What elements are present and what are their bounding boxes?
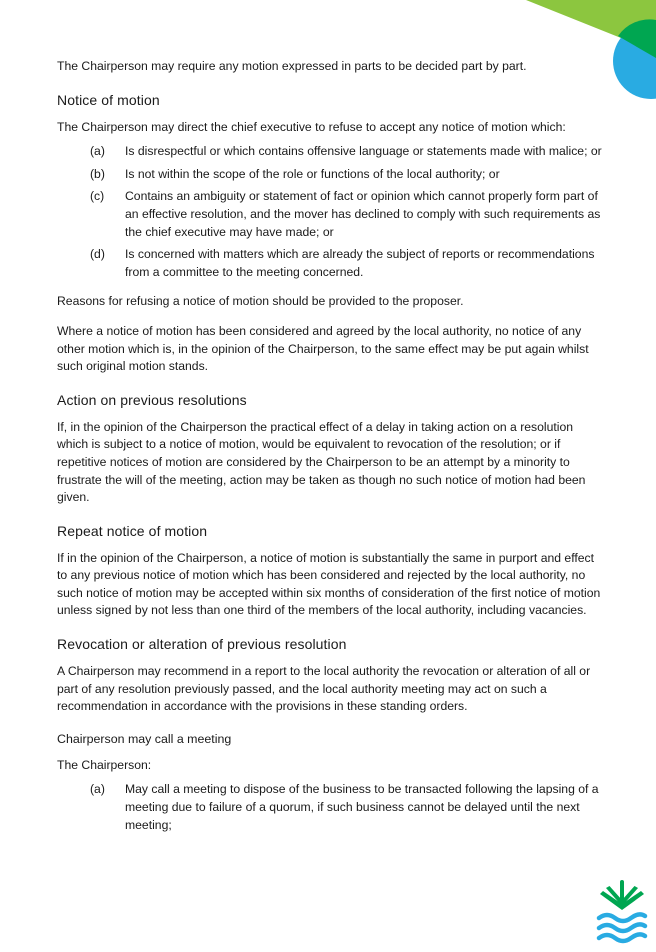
list-item-text: Is not within the scope of the role or functions of the local authority; or xyxy=(125,166,500,181)
list-item-text: Is concerned with matters which are already the subject of reports or recommendations from a committee to the meeting concerned. xyxy=(125,247,595,279)
list-marker: (a) xyxy=(90,782,105,797)
list-marker: (b) xyxy=(90,166,105,181)
list-marker: (d) xyxy=(90,247,105,262)
intro-paragraph: The Chairperson may require any motion expressed in parts to be decided part by part. xyxy=(57,59,527,73)
list-item-text: May call a meeting to dispose of the business to be transacted following the lapsing of a meeting due to failure of a quorum, if such business cannot be delayed until the next meeting; xyxy=(125,782,599,832)
heading-revocation-or-alteration: Revocation or alteration of previous resolution xyxy=(57,636,347,653)
list-item xyxy=(57,188,602,241)
call-powers-list xyxy=(57,781,602,834)
list-item xyxy=(57,143,602,161)
heading-notice-of-motion: Notice of motion xyxy=(57,91,160,108)
heading-action-on-previous-resolutions: Action on previous resolutions xyxy=(57,391,247,408)
list-item-text: Contains an ambiguity or statement of fact or opinion which cannot properly form part of an effective resolution, and the mover has declined to comply with such requirements as the chief executive may have made; or xyxy=(125,189,601,239)
list-marker: (a) xyxy=(90,144,105,159)
list-item-text: Is disrespectful or which contains offensive language or statements made with malice; or xyxy=(125,144,602,159)
revocation-paragraph: A Chairperson may recommend in a report to the local authority the revocation or alteration of all or part of any resolution previously passed, and the local authority meeting may act on such a recommendation in accordance with the provisions in these standing orders. xyxy=(57,664,591,714)
document-page xyxy=(57,58,602,839)
list-item xyxy=(57,246,602,281)
list-item xyxy=(57,781,602,834)
repeat-paragraph: If in the opinion of the Chairperson, a notice of motion is substantially the same in purport and effect to any previous notice of motion which has been considered and rejected by the local authority, no such notice of motion may be accepted within six months of consideration of the first notice of motion unless signed by not less than one third of the members of the local authority, including vacancies. xyxy=(57,550,601,618)
notice-criteria-list xyxy=(57,143,602,281)
action-paragraph: If, in the opinion of the Chairperson the practical effect of a delay in taking action on a resolution which is subject to a notice of motion, would be equivalent to revocation of the resolution; or if repetitive notices of motion are considered by the Chairperson to be an attempt by a minority to frustrate the will of the meeting, action may be taken as though no such notice of motion had been given. xyxy=(57,419,586,505)
notice-lead-paragraph: The Chairperson may direct the chief executive to refuse to accept any notice of motion which: xyxy=(57,119,566,134)
refusal-reasons-paragraph: Reasons for refusing a notice of motion should be provided to the proposer. xyxy=(57,294,464,309)
call-lead-paragraph: The Chairperson: xyxy=(57,757,152,772)
heading-repeat-notice-of-motion: Repeat notice of motion xyxy=(57,522,208,539)
heading-chairperson-may-call-meeting: Chairperson may call a meeting xyxy=(57,731,232,746)
agreed-notice-paragraph: Where a notice of motion has been considered and agreed by the local authority, no notice of any other motion which is, in the opinion of the Chairperson, to the same effect may be put again whilst such original motion stands. xyxy=(57,323,589,374)
list-marker: (c) xyxy=(90,189,105,204)
list-item xyxy=(57,166,602,184)
council-wave-logo-icon xyxy=(596,880,648,946)
